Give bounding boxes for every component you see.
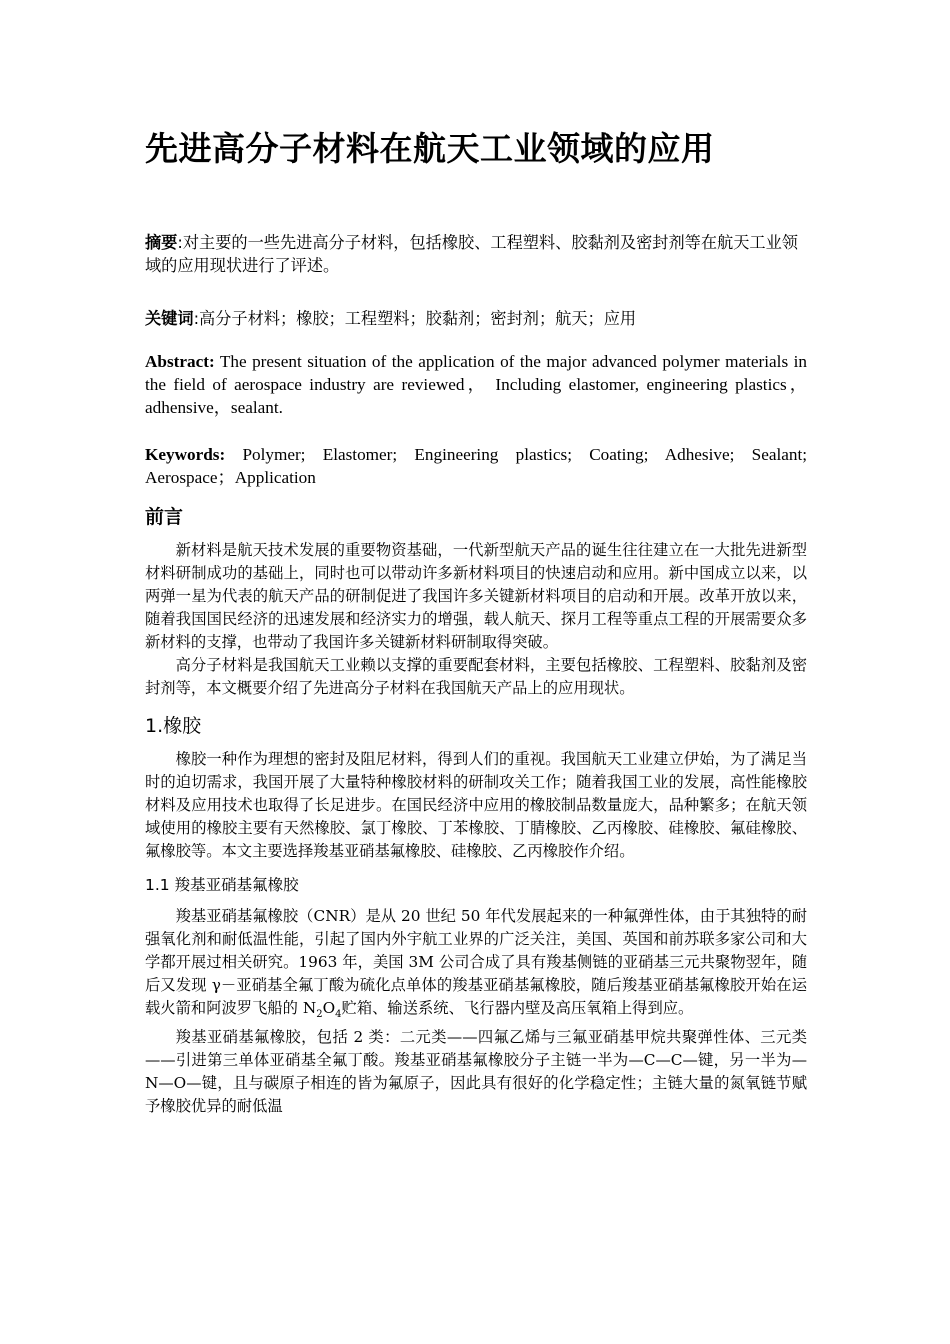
keywords-cn-text: :高分子材料；橡胶；工程塑料；胶黏剂；密封剂；航天；应用 — [193, 309, 637, 328]
section-1-1-heading: 1.1 羧基亚硝基氟橡胶 — [145, 876, 299, 894]
document-content — [145, 125, 807, 1118]
preface-paragraph: 新材料是航天技术发展的重要物资基础，一代新型航天产品的诞生往往建立在一大批先进新型材料研制成功的基础上，同时也可以带动许多新材料项目的快速启动和应用。新中国成立以来，以两弹一星为代表的航天产品的研制促进了我国许多关键新材料项目的启动和开展。改革开放以来，随着我国国民经济的迅速发展和经济实力的增强，载人航天、探月工程等重点工程的开展需要众多新材料的支撑，也带动了我国许多关键新材料研制取得突破。 — [145, 541, 807, 651]
section-1-paragraph: 橡胶一种作为理想的密封及阻尼材料，得到人们的重视。我国航天工业建立伊始，为了满足当时的迫切需求，我国开展了大量特种橡胶材料的研制攻关工作；随着我国工业的发展，高性能橡胶材料及应用技术也取得了长足进步。在国民经济中应用的橡胶制品数量庞大，品种繁多；在航天领域使用的橡胶主要有天然橡胶、氯丁橡胶、丁苯橡胶、丁腈橡胶、乙丙橡胶、硅橡胶、氟硅橡胶、氟橡胶等。本文主要选择羧基亚硝基氟橡胶、硅橡胶、乙丙橡胶作介绍。 — [145, 750, 807, 860]
section-1-1-paragraph — [145, 905, 807, 1026]
section-1-1-text: 羧基亚硝基氟橡胶（CNR）是从 20 世纪 50 年代发展起来的一种氟弹性体，由于其独特的耐强氧化剂和耐低温性能，引起了国内外宇航工业界的广泛关注，美国、英国和前苏联多家公司和大学都开展过相关研究。1963 年，美国 3M 公司合成了具有羧基侧链的亚硝基三元共聚物翌年，随后又发现 γ－亚硝基全氟丁酸为硫化点单体的羧基亚硝基氟橡胶，随后羧基亚硝基氟橡胶开始在运载火箭和阿波罗飞船的 N — [145, 907, 807, 1017]
abstract-cn-text: :对主要的一些先进高分子材料，包括橡胶、工程塑料、胶黏剂及密封剂等在航天工业领域的应用现状进行了评述。 — [145, 233, 798, 275]
keywords-en-text: Polymer; Elastomer; Engineering plastics; Coating; Adhesive; Sealant; Aerospace；Application — [145, 445, 807, 487]
section-1-heading: 1.橡胶 — [145, 715, 202, 737]
formula-subscript: 2 — [316, 1009, 323, 1021]
section-1-1-paragraph: 羧基亚硝基氟橡胶，包括 2 类：二元类——四氟乙烯与三氟亚硝基甲烷共聚弹性体、三元类——引进第三单体亚硝基全氟丁酸。羧基亚硝基氟橡胶分子主链一半为—C—C—键，另一半为—N—O—键，且与碳原子相连的皆为氟原子，因此具有很好的化学稳定性；主链大量的氮氧链节赋予橡胶优异的耐低温 — [145, 1028, 807, 1116]
keywords-cn — [145, 307, 807, 330]
abstract-en-label: Abstract: — [145, 352, 215, 371]
preface-heading: 前言 — [145, 506, 184, 528]
keywords-cn-label: 关键词 — [145, 309, 194, 328]
formula-subscript: 4 — [335, 1009, 342, 1021]
keywords-en — [145, 443, 807, 489]
abstract-en-text: The present situation of the application of the major advanced polymer materials in the field of aerospace industry are reviewed， Including elastomer, engineering plastics，adhensive，sealant. — [145, 352, 807, 417]
abstract-en — [145, 350, 807, 419]
abstract-cn — [145, 231, 807, 277]
document-title: 先进高分子材料在航天工业领域的应用 — [145, 129, 715, 168]
abstract-cn-label: 摘要 — [145, 233, 178, 252]
section-1-1-text-cont: 贮箱、输送系统、飞行器内壁及高压氧箱上得到应。 — [341, 999, 694, 1017]
formula-oxygen: O — [322, 999, 336, 1017]
keywords-en-label: Keywords: — [145, 445, 226, 464]
preface-paragraph: 高分子材料是我国航天工业赖以支撑的重要配套材料，主要包括橡胶、工程塑料、胶黏剂及密封剂等，本文概要介绍了先进高分子材料在我国航天产品上的应用现状。 — [145, 656, 807, 697]
